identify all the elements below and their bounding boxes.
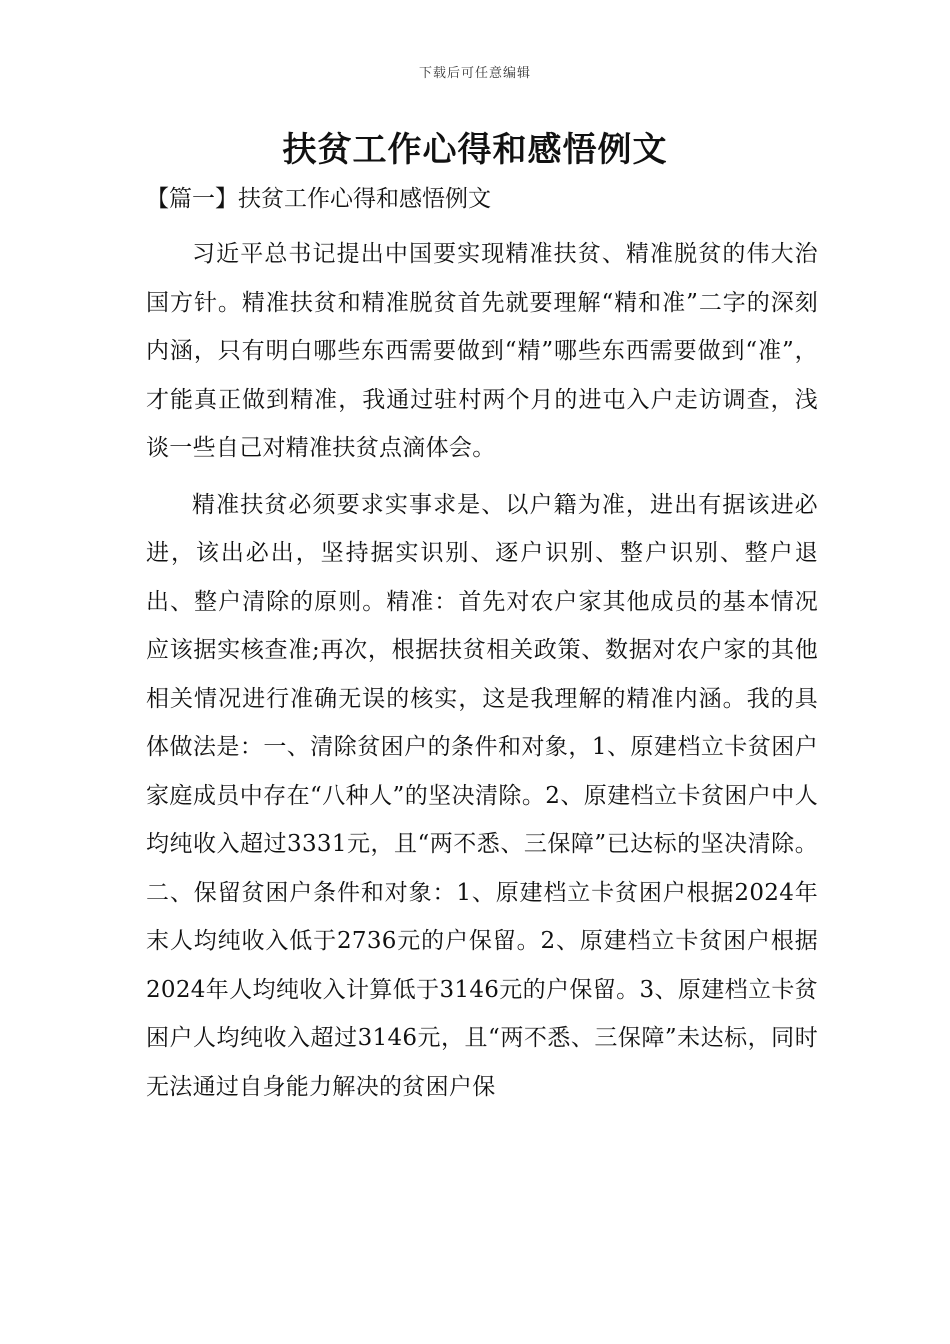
paragraph-1: 习近平总书记提出中国要实现精准扶贫、精准脱贫的伟大治国方针。精准扶贫和精准脱贫首先就要理解“精和准”二字的深刻内涵，只有明白哪些东西需要做到“精”哪些东西需要做到“准”，才能真正做到精准，我通过驻村两个月的进屯入户走访调查，浅谈一些自己对精准扶贫点滴体会。 bbox=[146, 241, 818, 461]
paragraph-2: 精准扶贫必须要求实事求是、以户籍为准，进出有据该进必进，该出必出，坚持据实识别、逐户识别、整户识别、整户退出、整户清除的原则。精准：首先对农户家其他成员的基本情况应该据实核查准;再次，根据扶贫相关政策、数据对农户家的其他相关情况进行准确无误的核实，这是我理解的精准内涵。我的具体做法是：一、清除贫困户的条件和对象，1、原建档立卡贫困户家庭成员中存在“八种人”的坚决清除。2、原建档立卡贫困户中人均纯收入超过3331元，且“两不悉、三保障”已达标的坚决清除。二、保留贫困户条件和对象：1、原建档立卡贫困户根据2024年末人均纯收入低于2736元的户保留。2、原建档立卡贫困户根据2024年人均纯收入计算低于3146元的户保留。3、原建档立卡贫困户人均纯收入超过3146元，且“两不悉、三保障”未达标，同时无法通过自身能力解决的贫困户保 bbox=[146, 491, 818, 1100]
page-header-note: 下载后可任意编辑 bbox=[418, 66, 531, 81]
document-body bbox=[146, 230, 818, 1119]
document-title: 扶贫工作心得和感悟例文 bbox=[282, 130, 668, 170]
section-heading: 【篇一】扶贫工作心得和感悟例文 bbox=[146, 186, 491, 212]
